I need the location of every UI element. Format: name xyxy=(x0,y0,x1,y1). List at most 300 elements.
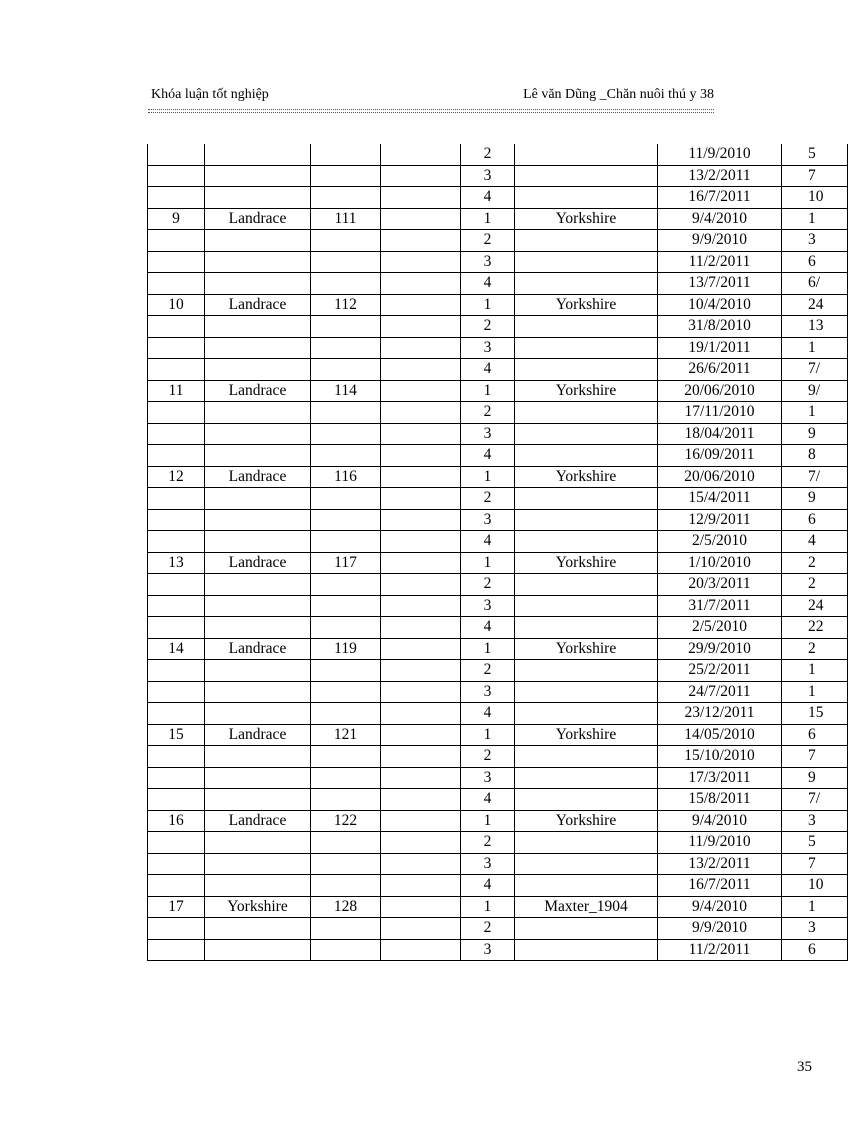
parity-cell: 2 xyxy=(461,402,515,424)
value-cell: 24 xyxy=(782,294,848,316)
ear-tag-cell xyxy=(311,445,381,467)
sow-no-cell xyxy=(148,617,205,639)
sow-breed-cell xyxy=(205,617,311,639)
sow-no-cell xyxy=(148,423,205,445)
ear-tag-cell xyxy=(311,767,381,789)
boar-breed-cell xyxy=(515,767,658,789)
parity-cell: 2 xyxy=(461,918,515,940)
sow-no-cell xyxy=(148,853,205,875)
blank-cell xyxy=(381,617,461,639)
date-cell: 26/6/2011 xyxy=(658,359,782,381)
parity-cell: 2 xyxy=(461,488,515,510)
ear-tag-cell xyxy=(311,531,381,553)
boar-breed-cell xyxy=(515,337,658,359)
ear-tag-cell xyxy=(311,832,381,854)
sow-no-cell: 14 xyxy=(148,638,205,660)
value-cell: 6 xyxy=(782,939,848,961)
value-cell: 3 xyxy=(782,918,848,940)
sow-no-cell xyxy=(148,316,205,338)
ear-tag-cell xyxy=(311,509,381,531)
boar-breed-cell xyxy=(515,316,658,338)
sow-no-cell xyxy=(148,939,205,961)
blank-cell xyxy=(381,273,461,295)
blank-cell xyxy=(381,832,461,854)
table-row xyxy=(148,875,848,897)
table-row xyxy=(148,896,848,918)
table-row xyxy=(148,445,848,467)
blank-cell xyxy=(381,402,461,424)
value-cell: 3 xyxy=(782,230,848,252)
table-row xyxy=(148,660,848,682)
boar-breed-cell: Yorkshire xyxy=(515,294,658,316)
sow-breed-cell xyxy=(205,681,311,703)
value-cell: 1 xyxy=(782,660,848,682)
value-cell: 4 xyxy=(782,531,848,553)
sow-no-cell xyxy=(148,681,205,703)
parity-cell: 4 xyxy=(461,789,515,811)
sow-no-cell xyxy=(148,767,205,789)
boar-breed-cell xyxy=(515,402,658,424)
sow-no-cell xyxy=(148,918,205,940)
table-row xyxy=(148,853,848,875)
value-cell: 9 xyxy=(782,423,848,445)
value-cell: 2 xyxy=(782,552,848,574)
boar-breed-cell: Yorkshire xyxy=(515,380,658,402)
date-cell: 1/10/2010 xyxy=(658,552,782,574)
value-cell: 6 xyxy=(782,509,848,531)
blank-cell xyxy=(381,423,461,445)
sow-breed-cell xyxy=(205,574,311,596)
value-cell: 1 xyxy=(782,402,848,424)
date-cell: 11/2/2011 xyxy=(658,939,782,961)
sow-no-cell xyxy=(148,402,205,424)
blank-cell xyxy=(381,208,461,230)
blank-cell xyxy=(381,466,461,488)
parity-cell: 3 xyxy=(461,681,515,703)
date-cell: 9/4/2010 xyxy=(658,810,782,832)
parity-cell: 4 xyxy=(461,875,515,897)
blank-cell xyxy=(381,230,461,252)
parity-cell: 4 xyxy=(461,703,515,725)
sow-breed-cell xyxy=(205,703,311,725)
ear-tag-cell xyxy=(311,681,381,703)
date-cell: 11/9/2010 xyxy=(658,144,782,165)
header-thesis-label: Khóa luận tốt nghiệp xyxy=(151,87,269,102)
sow-breed-cell xyxy=(205,767,311,789)
value-cell: 1 xyxy=(782,208,848,230)
sow-no-cell xyxy=(148,789,205,811)
parity-cell: 1 xyxy=(461,638,515,660)
sow-breed-cell xyxy=(205,531,311,553)
blank-cell xyxy=(381,165,461,187)
parity-cell: 3 xyxy=(461,595,515,617)
parity-cell: 3 xyxy=(461,165,515,187)
boar-breed-cell xyxy=(515,531,658,553)
boar-breed-cell xyxy=(515,445,658,467)
table-row xyxy=(148,466,848,488)
table-row xyxy=(148,746,848,768)
sow-no-cell xyxy=(148,595,205,617)
sow-no-cell: 12 xyxy=(148,466,205,488)
table-row xyxy=(148,617,848,639)
sow-breed-cell xyxy=(205,853,311,875)
date-cell: 2/5/2010 xyxy=(658,617,782,639)
table-row xyxy=(148,574,848,596)
value-cell: 6 xyxy=(782,724,848,746)
value-cell: 6 xyxy=(782,251,848,273)
sow-breed-cell: Landrace xyxy=(205,638,311,660)
parity-cell: 2 xyxy=(461,660,515,682)
date-cell: 23/12/2011 xyxy=(658,703,782,725)
ear-tag-cell xyxy=(311,746,381,768)
date-cell: 20/06/2010 xyxy=(658,466,782,488)
ear-tag-cell xyxy=(311,316,381,338)
sow-breed-cell xyxy=(205,337,311,359)
boar-breed-cell: Yorkshire xyxy=(515,810,658,832)
date-cell: 19/1/2011 xyxy=(658,337,782,359)
parity-cell: 4 xyxy=(461,187,515,209)
ear-tag-cell xyxy=(311,251,381,273)
boar-breed-cell xyxy=(515,359,658,381)
sow-breed-cell xyxy=(205,423,311,445)
date-cell: 2/5/2010 xyxy=(658,531,782,553)
sow-breed-cell xyxy=(205,230,311,252)
blank-cell xyxy=(381,767,461,789)
ear-tag-cell xyxy=(311,939,381,961)
date-cell: 16/7/2011 xyxy=(658,187,782,209)
value-cell: 7/ xyxy=(782,359,848,381)
value-cell: 9 xyxy=(782,767,848,789)
sow-breed-cell xyxy=(205,660,311,682)
value-cell: 7 xyxy=(782,853,848,875)
value-cell: 7 xyxy=(782,746,848,768)
table-row xyxy=(148,789,848,811)
date-cell: 25/2/2011 xyxy=(658,660,782,682)
sow-no-cell xyxy=(148,531,205,553)
boar-breed-cell: Yorkshire xyxy=(515,724,658,746)
sow-no-cell xyxy=(148,359,205,381)
sow-breed-cell xyxy=(205,875,311,897)
parity-cell: 2 xyxy=(461,144,515,165)
sow-breed-cell xyxy=(205,746,311,768)
ear-tag-cell xyxy=(311,789,381,811)
sow-breed-cell xyxy=(205,165,311,187)
blank-cell xyxy=(381,789,461,811)
blank-cell xyxy=(381,810,461,832)
value-cell: 7/ xyxy=(782,789,848,811)
sow-no-cell xyxy=(148,445,205,467)
parity-cell: 3 xyxy=(461,509,515,531)
blank-cell xyxy=(381,316,461,338)
date-cell: 16/7/2011 xyxy=(658,875,782,897)
boar-breed-cell xyxy=(515,251,658,273)
blank-cell xyxy=(381,380,461,402)
ear-tag-cell xyxy=(311,488,381,510)
sow-breed-cell xyxy=(205,273,311,295)
blank-cell xyxy=(381,875,461,897)
sow-no-cell: 16 xyxy=(148,810,205,832)
table-row xyxy=(148,509,848,531)
date-cell: 9/4/2010 xyxy=(658,208,782,230)
sow-breed-cell: Landrace xyxy=(205,208,311,230)
sow-no-cell: 11 xyxy=(148,380,205,402)
sow-no-cell: 17 xyxy=(148,896,205,918)
boar-breed-cell: Yorkshire xyxy=(515,466,658,488)
parity-cell: 3 xyxy=(461,337,515,359)
ear-tag-cell xyxy=(311,660,381,682)
boar-breed-cell: Yorkshire xyxy=(515,208,658,230)
table-row xyxy=(148,165,848,187)
blank-cell xyxy=(381,337,461,359)
table-row xyxy=(148,208,848,230)
parity-cell: 1 xyxy=(461,208,515,230)
boar-breed-cell xyxy=(515,230,658,252)
date-cell: 13/2/2011 xyxy=(658,165,782,187)
sow-no-cell xyxy=(148,488,205,510)
table-row xyxy=(148,273,848,295)
boar-breed-cell xyxy=(515,746,658,768)
parity-cell: 3 xyxy=(461,939,515,961)
date-cell: 9/4/2010 xyxy=(658,896,782,918)
table-row xyxy=(148,939,848,961)
ear-tag-cell xyxy=(311,273,381,295)
blank-cell xyxy=(381,488,461,510)
value-cell: 24 xyxy=(782,595,848,617)
boar-breed-cell: Maxter_1904 xyxy=(515,896,658,918)
parity-cell: 2 xyxy=(461,230,515,252)
sow-no-cell xyxy=(148,144,205,165)
sow-no-cell xyxy=(148,273,205,295)
sow-breed-cell: Landrace xyxy=(205,724,311,746)
date-cell: 31/8/2010 xyxy=(658,316,782,338)
boar-breed-cell xyxy=(515,144,658,165)
blank-cell xyxy=(381,896,461,918)
date-cell: 12/9/2011 xyxy=(658,509,782,531)
parity-cell: 4 xyxy=(461,273,515,295)
boar-breed-cell xyxy=(515,273,658,295)
date-cell: 29/9/2010 xyxy=(658,638,782,660)
page-number: 35 xyxy=(797,1059,812,1075)
value-cell: 6/ xyxy=(782,273,848,295)
sow-breed-cell: Landrace xyxy=(205,380,311,402)
blank-cell xyxy=(381,187,461,209)
value-cell: 2 xyxy=(782,638,848,660)
parity-cell: 4 xyxy=(461,617,515,639)
table-row xyxy=(148,359,848,381)
parity-cell: 3 xyxy=(461,251,515,273)
sow-breed-cell xyxy=(205,251,311,273)
sow-breed-cell: Yorkshire xyxy=(205,896,311,918)
date-cell: 20/3/2011 xyxy=(658,574,782,596)
sow-breed-cell xyxy=(205,445,311,467)
sow-no-cell xyxy=(148,746,205,768)
sow-no-cell xyxy=(148,509,205,531)
sow-no-cell xyxy=(148,165,205,187)
value-cell: 3 xyxy=(782,810,848,832)
blank-cell xyxy=(381,638,461,660)
table-row xyxy=(148,337,848,359)
sow-breed-cell xyxy=(205,832,311,854)
parity-cell: 1 xyxy=(461,724,515,746)
blank-cell xyxy=(381,595,461,617)
value-cell: 22 xyxy=(782,617,848,639)
sow-breed-cell xyxy=(205,918,311,940)
blank-cell xyxy=(381,724,461,746)
blank-cell xyxy=(381,746,461,768)
blank-cell xyxy=(381,703,461,725)
table-row xyxy=(148,144,848,165)
table-row xyxy=(148,402,848,424)
date-cell: 16/09/2011 xyxy=(658,445,782,467)
date-cell: 9/9/2010 xyxy=(658,918,782,940)
boar-breed-cell xyxy=(515,939,658,961)
table-row xyxy=(148,681,848,703)
ear-tag-cell xyxy=(311,574,381,596)
sow-breed-cell xyxy=(205,939,311,961)
sow-breed-cell xyxy=(205,402,311,424)
table-row xyxy=(148,316,848,338)
boar-breed-cell: Yorkshire xyxy=(515,638,658,660)
ear-tag-cell xyxy=(311,423,381,445)
date-cell: 18/04/2011 xyxy=(658,423,782,445)
ear-tag-cell: 116 xyxy=(311,466,381,488)
sow-no-cell xyxy=(148,875,205,897)
parity-cell: 2 xyxy=(461,574,515,596)
blank-cell xyxy=(381,681,461,703)
parity-cell: 1 xyxy=(461,466,515,488)
value-cell: 10 xyxy=(782,187,848,209)
value-cell: 15 xyxy=(782,703,848,725)
sow-no-cell xyxy=(148,832,205,854)
sow-breed-cell xyxy=(205,359,311,381)
ear-tag-cell xyxy=(311,359,381,381)
value-cell: 5 xyxy=(782,144,848,165)
sow-no-cell xyxy=(148,574,205,596)
value-cell: 10 xyxy=(782,875,848,897)
blank-cell xyxy=(381,939,461,961)
table-row xyxy=(148,724,848,746)
date-cell: 20/06/2010 xyxy=(658,380,782,402)
parity-cell: 2 xyxy=(461,832,515,854)
ear-tag-cell xyxy=(311,187,381,209)
boar-breed-cell xyxy=(515,423,658,445)
blank-cell xyxy=(381,552,461,574)
parity-cell: 1 xyxy=(461,552,515,574)
sow-breed-cell: Landrace xyxy=(205,294,311,316)
parity-cell: 2 xyxy=(461,316,515,338)
sow-no-cell: 10 xyxy=(148,294,205,316)
sow-breed-cell: Landrace xyxy=(205,810,311,832)
blank-cell xyxy=(381,574,461,596)
boar-breed-cell xyxy=(515,488,658,510)
date-cell: 11/2/2011 xyxy=(658,251,782,273)
sow-no-cell xyxy=(148,251,205,273)
boar-breed-cell xyxy=(515,703,658,725)
sow-no-cell xyxy=(148,660,205,682)
sow-breed-cell xyxy=(205,789,311,811)
date-cell: 17/11/2010 xyxy=(658,402,782,424)
table-row xyxy=(148,918,848,940)
table-container xyxy=(147,144,824,961)
parity-cell: 1 xyxy=(461,380,515,402)
date-cell: 10/4/2010 xyxy=(658,294,782,316)
date-cell: 15/10/2010 xyxy=(658,746,782,768)
blank-cell xyxy=(381,531,461,553)
ear-tag-cell: 121 xyxy=(311,724,381,746)
sow-breed-cell xyxy=(205,488,311,510)
page-header xyxy=(148,87,714,109)
table-row xyxy=(148,832,848,854)
value-cell: 8 xyxy=(782,445,848,467)
table-row xyxy=(148,638,848,660)
ear-tag-cell: 117 xyxy=(311,552,381,574)
sow-no-cell: 15 xyxy=(148,724,205,746)
ear-tag-cell: 111 xyxy=(311,208,381,230)
blank-cell xyxy=(381,144,461,165)
table-row xyxy=(148,230,848,252)
table-row xyxy=(148,187,848,209)
value-cell: 9 xyxy=(782,488,848,510)
table-row xyxy=(148,595,848,617)
parity-cell: 3 xyxy=(461,423,515,445)
boar-breed-cell xyxy=(515,617,658,639)
ear-tag-cell: 119 xyxy=(311,638,381,660)
date-cell: 15/4/2011 xyxy=(658,488,782,510)
parity-cell: 3 xyxy=(461,853,515,875)
parity-cell: 1 xyxy=(461,896,515,918)
date-cell: 17/3/2011 xyxy=(658,767,782,789)
blank-cell xyxy=(381,251,461,273)
blank-cell xyxy=(381,445,461,467)
boar-breed-cell xyxy=(515,681,658,703)
value-cell: 1 xyxy=(782,337,848,359)
ear-tag-cell xyxy=(311,337,381,359)
ear-tag-cell: 114 xyxy=(311,380,381,402)
blank-cell xyxy=(381,660,461,682)
boar-breed-cell xyxy=(515,875,658,897)
value-cell: 7 xyxy=(782,165,848,187)
value-cell: 1 xyxy=(782,896,848,918)
table-row xyxy=(148,531,848,553)
boar-breed-cell xyxy=(515,595,658,617)
blank-cell xyxy=(381,918,461,940)
sow-breed-cell: Landrace xyxy=(205,552,311,574)
parity-cell: 1 xyxy=(461,294,515,316)
ear-tag-cell xyxy=(311,875,381,897)
ear-tag-cell: 112 xyxy=(311,294,381,316)
date-cell: 24/7/2011 xyxy=(658,681,782,703)
sow-no-cell xyxy=(148,703,205,725)
blank-cell xyxy=(381,359,461,381)
boar-breed-cell: Yorkshire xyxy=(515,552,658,574)
sow-breed-cell xyxy=(205,144,311,165)
date-cell: 14/05/2010 xyxy=(658,724,782,746)
header-divider xyxy=(148,109,714,110)
parity-cell: 3 xyxy=(461,767,515,789)
sow-no-cell xyxy=(148,230,205,252)
table-row xyxy=(148,251,848,273)
sow-no-cell: 9 xyxy=(148,208,205,230)
blank-cell xyxy=(381,509,461,531)
table-row xyxy=(148,488,848,510)
blank-cell xyxy=(381,853,461,875)
ear-tag-cell: 122 xyxy=(311,810,381,832)
value-cell: 1 xyxy=(782,681,848,703)
date-cell: 15/8/2011 xyxy=(658,789,782,811)
date-cell: 11/9/2010 xyxy=(658,832,782,854)
table-row xyxy=(148,294,848,316)
blank-cell xyxy=(381,294,461,316)
